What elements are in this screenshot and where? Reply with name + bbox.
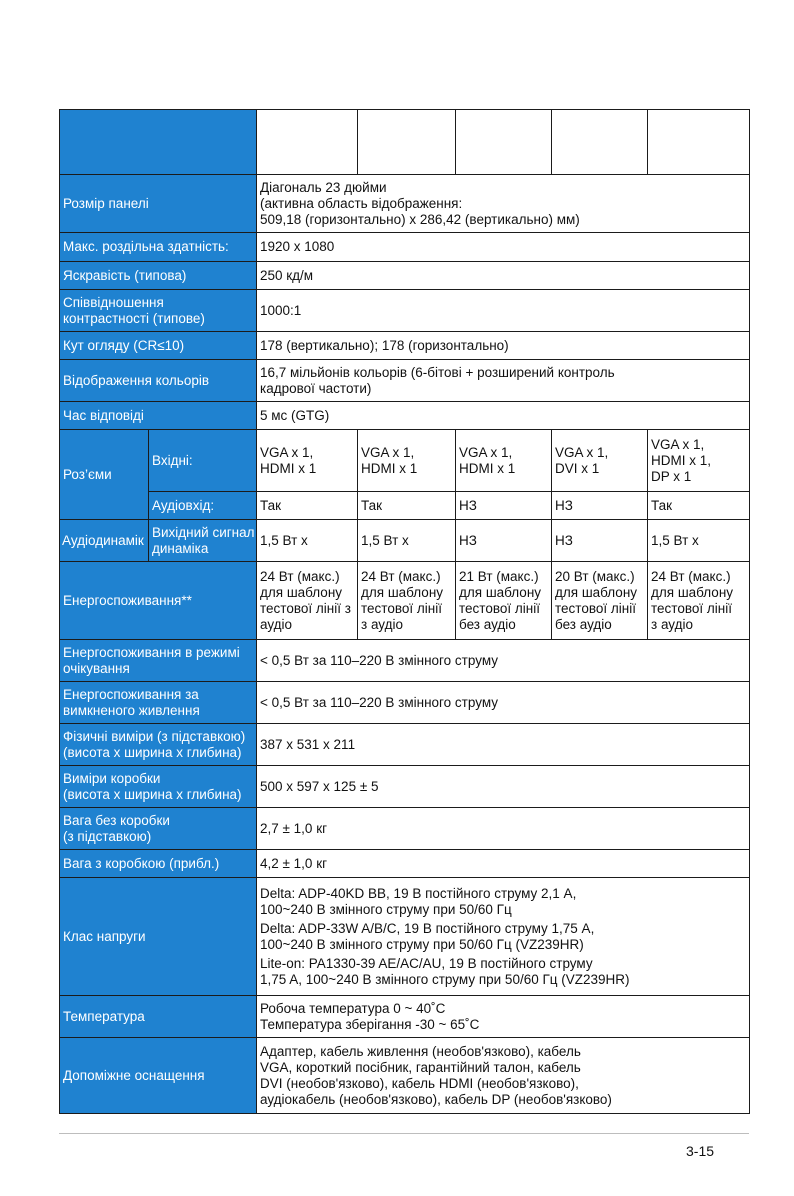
- temperature-line: Робоча температура 0 ~ 40˚C: [260, 1000, 446, 1016]
- inputs-line: VGA x 1,: [260, 444, 314, 460]
- net-weight-label-line: Вага без коробки: [63, 812, 170, 828]
- audio-in-value-1: Так: [257, 492, 358, 520]
- voltage-rating-label: Клас напруги: [60, 878, 257, 996]
- power-line: 24 Вт (макс.): [651, 568, 731, 584]
- brightness-value: 250 кд/м: [257, 262, 750, 290]
- inputs-line: VGA x 1,: [459, 444, 513, 460]
- inputs-line: VGA x 1,: [361, 444, 415, 460]
- max-resolution-label: Макс. роздільна здатність:: [60, 233, 257, 262]
- power-consumption-label: Енергоспоживання**: [60, 562, 257, 640]
- speakers-value-5: 1,5 Вт x: [648, 520, 750, 562]
- physical-dimensions-label: [60, 724, 257, 766]
- inputs-line: HDMI x 1: [459, 460, 516, 476]
- speakers-sublabel-line: динаміка: [152, 540, 209, 556]
- physical-dimensions-label-line: (висота x ширина x глибина): [63, 744, 242, 760]
- footer-divider: [59, 1133, 749, 1134]
- accessories-value: [257, 1038, 750, 1114]
- power-consumption-value-2: [358, 562, 456, 640]
- row-physical-dimensions: [60, 724, 750, 766]
- voltage-block: [260, 921, 746, 953]
- power-consumption-value-5: [648, 562, 750, 640]
- brightness-label: Яскравість (типова): [60, 262, 257, 290]
- power-line: 21 Вт (макс.): [459, 568, 539, 584]
- response-time-value: 5 мс (GTG): [257, 402, 750, 430]
- accessories-line: VGA, короткий посібник, гарантійний талон, кабель: [260, 1059, 581, 1075]
- voltage-line: 100~240 В змінного струму при 50/60 Гц: [260, 901, 512, 917]
- off-power-label-line: Енергоспоживання за: [63, 686, 199, 702]
- temperature-value: [257, 996, 750, 1038]
- power-line: тестової лінії: [555, 600, 636, 616]
- power-line: для шаблону: [361, 584, 444, 600]
- audio-in-label: Аудіовхід:: [149, 492, 257, 520]
- power-line: для шаблону: [260, 584, 343, 600]
- panel-size-value: [257, 175, 750, 233]
- display-colors-line: 16,7 мільйонів кольорів (6-бітові + розширений контроль: [260, 364, 615, 380]
- row-max-resolution: [60, 233, 750, 262]
- row-speakers: [60, 520, 750, 562]
- inputs-value-2: [358, 430, 456, 492]
- power-line: тестової лінії: [651, 600, 732, 616]
- off-power-value: < 0,5 Вт за 110–220 В змінного струму: [257, 682, 750, 724]
- box-dimensions-label: [60, 766, 257, 808]
- row-standby-power: [60, 640, 750, 682]
- row-gross-weight: [60, 850, 750, 878]
- row-brightness: [60, 262, 750, 290]
- model-header-1: [257, 110, 358, 175]
- net-weight-label-line: (з підставкою): [63, 828, 152, 844]
- row-display-colors: [60, 360, 750, 402]
- power-line: 24 Вт (макс.): [361, 568, 441, 584]
- audio-in-value-2: Так: [358, 492, 456, 520]
- speakers-label: Аудіодинамік: [60, 520, 149, 562]
- inputs-value-3: [456, 430, 552, 492]
- net-weight-value: 2,7 ± 1,0 кг: [257, 808, 750, 850]
- row-voltage-rating: [60, 878, 750, 996]
- off-power-label: [60, 682, 257, 724]
- row-temperature: [60, 996, 750, 1038]
- row-box-dimensions: [60, 766, 750, 808]
- row-net-weight: [60, 808, 750, 850]
- voltage-line: 1,75 A, 100~240 В змінного струму при 50/60 Гц (VZ239HR): [260, 971, 630, 987]
- voltage-block: [260, 886, 746, 918]
- row-contrast: [60, 290, 750, 332]
- box-dimensions-value: 500 x 597 x 125 ± 5: [257, 766, 750, 808]
- power-consumption-value-4: [552, 562, 648, 640]
- panel-size-label: Розмір панелі: [60, 175, 257, 233]
- voltage-rating-value: [257, 878, 750, 996]
- off-power-label-line: вимкненого живлення: [63, 702, 200, 718]
- panel-size-line: 509,18 (горизонтально) x 286,42 (вертикально) мм): [260, 211, 580, 227]
- panel-size-line: Діагональ 23 дюйми: [260, 179, 387, 195]
- box-dimensions-label-line: (висота x ширина x глибина): [63, 786, 242, 802]
- contrast-label: [60, 290, 257, 332]
- audio-in-value-4: НЗ: [552, 492, 648, 520]
- power-line: для шаблону: [555, 584, 638, 600]
- speakers-value-2: 1,5 Вт x: [358, 520, 456, 562]
- accessories-label: Допоміжне оснащення: [60, 1038, 257, 1114]
- viewing-angle-value: 178 (вертикально); 178 (горизонтально): [257, 332, 750, 360]
- row-accessories: [60, 1038, 750, 1114]
- display-colors-value: [257, 360, 750, 402]
- power-line: без аудіо: [459, 616, 516, 632]
- power-line: тестової лінії з: [260, 600, 351, 616]
- voltage-line: Delta: ADP-40KD BB, 19 В постійного струму 2,1 A,: [260, 885, 577, 901]
- response-time-label: Час відповіді: [60, 402, 257, 430]
- power-line: 24 Вт (макс.): [260, 568, 340, 584]
- power-line: 20 Вт (макс.): [555, 568, 635, 584]
- speakers-sublabel: [149, 520, 257, 562]
- net-weight-label: [60, 808, 257, 850]
- speakers-sublabel-line: Вихідний сигнал: [152, 524, 255, 540]
- speakers-value-3: НЗ: [456, 520, 552, 562]
- audio-in-value-5: Так: [648, 492, 750, 520]
- inputs-line: HDMI x 1,: [651, 452, 712, 468]
- header-label-cell: [60, 110, 257, 175]
- power-line: без аудіо: [555, 616, 612, 632]
- specifications-table: [59, 109, 750, 1114]
- row-audio-in: [60, 492, 750, 520]
- connectors-label: Роз’єми: [60, 430, 149, 520]
- inputs-line: DVI x 1: [555, 460, 600, 476]
- row-response-time: [60, 402, 750, 430]
- standby-power-label-line: очікування: [63, 660, 130, 676]
- inputs-label: Вхідні:: [149, 430, 257, 492]
- accessories-line: аудіокабель (необов'язково), кабель DP (необов'язково): [260, 1091, 612, 1107]
- voltage-line: Lite-on: PA1330-39 AE/AC/AU, 19 В постійного струму: [260, 955, 593, 971]
- max-resolution-value: 1920 x 1080: [257, 233, 750, 262]
- temperature-label: Температура: [60, 996, 257, 1038]
- physical-dimensions-label-line: Фізичні виміри (з підставкою): [63, 728, 246, 744]
- inputs-line: VGA x 1,: [555, 444, 609, 460]
- accessories-line: DVI (необов'язково), кабель HDMI (необов'язково),: [260, 1075, 579, 1091]
- standby-power-label: [60, 640, 257, 682]
- page-number: 3-15: [686, 1143, 715, 1159]
- power-line: з аудіо: [651, 616, 693, 632]
- contrast-value: 1000:1: [257, 290, 750, 332]
- panel-size-line: (активна область відображення:: [260, 195, 463, 211]
- box-dimensions-label-line: Виміри коробки: [63, 770, 161, 786]
- gross-weight-label: Вага з коробкою (прибл.): [60, 850, 257, 878]
- physical-dimensions-value: 387 x 531 x 211: [257, 724, 750, 766]
- model-header-5: [648, 110, 750, 175]
- voltage-block: [260, 956, 746, 988]
- inputs-value-5: [648, 430, 750, 492]
- voltage-line: Delta: ADP-33W A/B/C, 19 В постійного струму 1,75 A,: [260, 920, 595, 936]
- inputs-line: VGA x 1,: [651, 436, 705, 452]
- temperature-line: Температура зберігання -30 ~ 65˚C: [260, 1016, 480, 1032]
- contrast-label-line: Співвідношення: [63, 294, 164, 310]
- inputs-line: HDMI x 1: [260, 460, 317, 476]
- contrast-label-line: контрастності (типове): [63, 310, 205, 326]
- power-consumption-value-3: [456, 562, 552, 640]
- speakers-value-4: НЗ: [552, 520, 648, 562]
- power-line: тестової лінії: [459, 600, 540, 616]
- gross-weight-value: 4,2 ± 1,0 кг: [257, 850, 750, 878]
- power-line: для шаблону: [651, 584, 734, 600]
- voltage-line: 100~240 В змінного струму при 50/60 Гц (VZ239HR): [260, 936, 584, 952]
- row-panel-size: [60, 175, 750, 233]
- power-line: тестової лінії: [361, 600, 442, 616]
- viewing-angle-label: Кут огляду (CR≤10): [60, 332, 257, 360]
- inputs-value-1: [257, 430, 358, 492]
- power-line: з аудіо: [361, 616, 403, 632]
- model-header-3: [456, 110, 552, 175]
- standby-power-label-line: Енергоспоживання в режимі: [63, 644, 240, 660]
- accessories-line: Адаптер, кабель живлення (необов'язково), кабель: [260, 1043, 581, 1059]
- speakers-value-1: 1,5 Вт x: [257, 520, 358, 562]
- inputs-line: DP x 1: [651, 468, 692, 484]
- display-colors-line: кадрової частоти): [260, 380, 372, 396]
- inputs-value-4: [552, 430, 648, 492]
- row-off-power: [60, 682, 750, 724]
- model-header-2: [358, 110, 456, 175]
- header-row: [60, 110, 750, 175]
- row-power-consumption: [60, 562, 750, 640]
- model-header-4: [552, 110, 648, 175]
- power-line: аудіо: [260, 616, 293, 632]
- row-connectors-inputs: [60, 430, 750, 492]
- row-viewing-angle: [60, 332, 750, 360]
- standby-power-value: < 0,5 Вт за 110–220 В змінного струму: [257, 640, 750, 682]
- audio-in-value-3: НЗ: [456, 492, 552, 520]
- inputs-line: HDMI x 1: [361, 460, 418, 476]
- display-colors-label: Відображення кольорів: [60, 360, 257, 402]
- power-line: для шаблону: [459, 584, 542, 600]
- power-consumption-value-1: [257, 562, 358, 640]
